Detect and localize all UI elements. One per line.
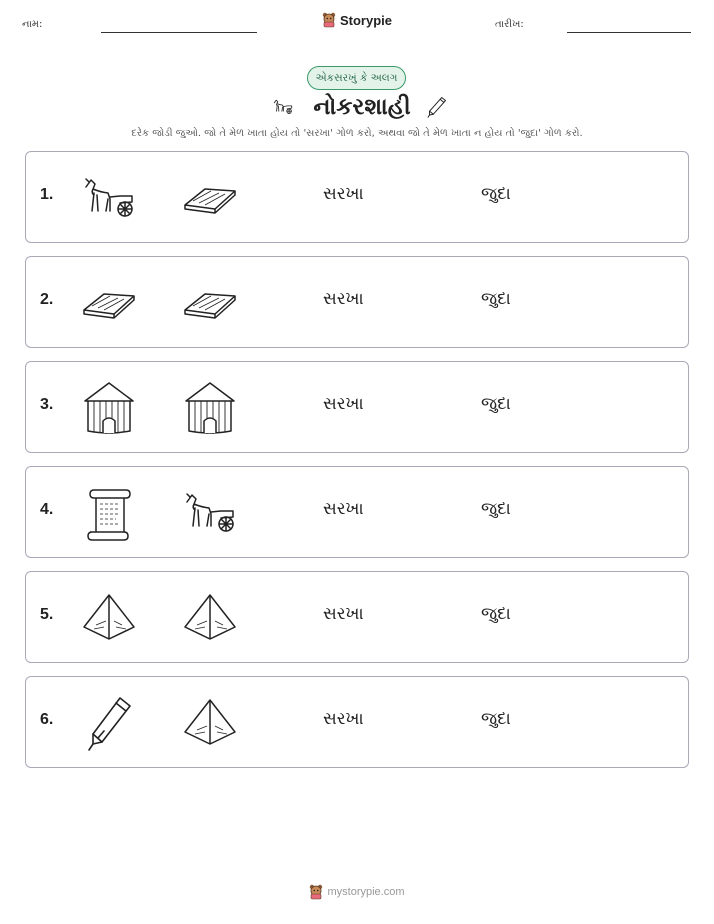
pyramid-icon	[181, 589, 239, 647]
storypie-mascot-icon	[322, 12, 336, 28]
exercise-row-3	[25, 361, 689, 453]
scroll-icon	[80, 484, 138, 542]
tent-icon	[181, 379, 239, 437]
pencil-icon	[425, 92, 447, 122]
option-same[interactable]: સરખા	[323, 184, 364, 204]
date-label: તારીખ:	[495, 19, 524, 30]
pencil-icon	[80, 694, 138, 752]
name-label: નામ:	[22, 19, 43, 30]
horse-cart-icon	[80, 169, 138, 227]
brand-logo	[0, 12, 714, 28]
tent-icon	[80, 379, 138, 437]
footer	[0, 884, 714, 900]
date-field[interactable]	[567, 32, 691, 33]
option-same[interactable]: સરખા	[323, 499, 364, 519]
option-different[interactable]: જુદા	[481, 709, 511, 729]
mattress-icon	[181, 274, 239, 332]
storypie-mascot-icon	[309, 884, 323, 900]
option-different[interactable]: જુદા	[481, 394, 511, 414]
brand-name: Storypie	[339, 12, 392, 28]
horse-cart-icon	[181, 484, 239, 542]
exercise-row-1	[25, 151, 689, 243]
row-number: 2.	[40, 291, 54, 308]
worksheet-type-badge: એકસરખું કે અલગ	[307, 66, 406, 90]
option-different[interactable]: જુદા	[481, 289, 511, 309]
exercise-row-4	[25, 466, 689, 558]
name-field[interactable]	[101, 32, 257, 33]
mattress-icon	[181, 169, 239, 227]
mattress-icon	[80, 274, 138, 332]
horse-cart-icon	[267, 96, 299, 118]
row-number: 1.	[40, 186, 54, 203]
option-different[interactable]: જુદા	[481, 499, 511, 519]
row-number: 5.	[40, 606, 54, 623]
option-same[interactable]: સરખા	[323, 394, 364, 414]
row-number: 4.	[40, 501, 54, 518]
option-same[interactable]: સરખા	[323, 709, 364, 729]
instructions: દરેક જોડી જુઓ. જો તે મેળ ખાતા હોય તો 'સરખા' ગોળ કરો, અથવા જો તે મેળ ખાતા ન હોય તો 'જુદા' ગોળ કરો.	[131, 128, 583, 139]
page-title: નોકરશાહી	[313, 94, 411, 120]
footer-url[interactable]: mystorypie.com	[327, 886, 405, 898]
option-same[interactable]: સરખા	[323, 289, 364, 309]
title-row	[0, 90, 714, 124]
row-number: 3.	[40, 396, 54, 413]
exercise-row-2	[25, 256, 689, 348]
pyramid-icon	[80, 589, 138, 647]
exercise-row-6	[25, 676, 689, 768]
pyramid-icon	[181, 694, 239, 752]
option-same[interactable]: સરખા	[323, 604, 364, 624]
option-different[interactable]: જુદા	[481, 604, 511, 624]
option-different[interactable]: જુદા	[481, 184, 511, 204]
exercise-row-5	[25, 571, 689, 663]
row-number: 6.	[40, 711, 54, 728]
